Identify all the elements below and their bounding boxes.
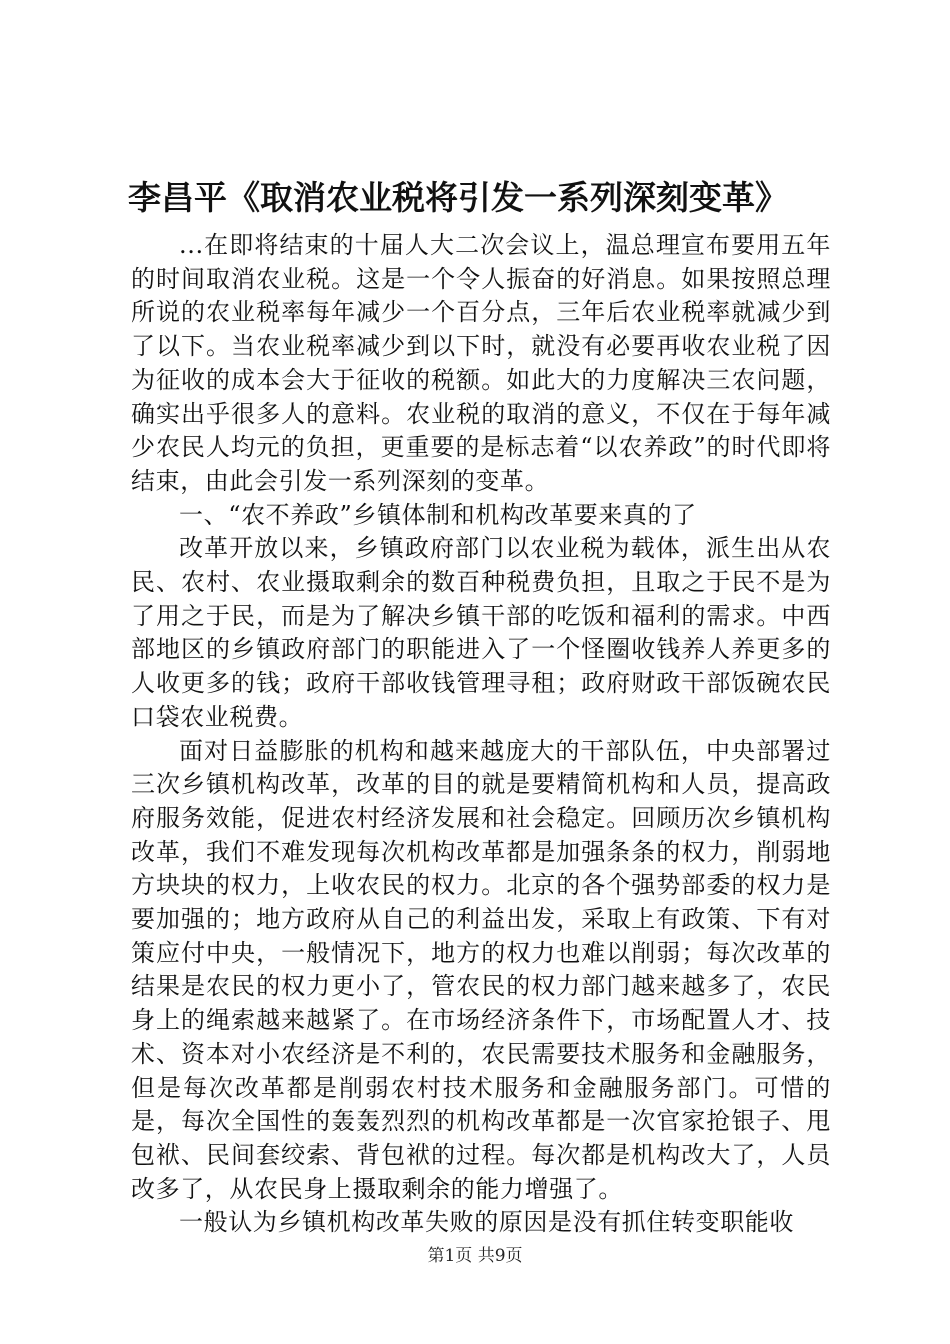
paragraph-institutional-reform: 面对日益膨胀的机构和越来越庞大的干部队伍，中央部署过三次乡镇机构改革，改革的目的就是要精简机构和人员，提高政府服务效能，促进农村经济发展和社会稳定。回顾历次乡镇机构改革，我们不难发现每次机构改革都是加强条条的权力，削弱地方块块的权力，上收农民的权力。北京的各个强势部委的权力是要加强的；地方政府从自己的利益出发，采取上有政策、下有对策应付中央，一般情况下，地方的权力也难以削弱；每次改革的结果是农民的权力更小了，管农民的权力部门越来越多了，农民身上的绳索越来越紧了。在市场经济条件下，市场配置人才、技术、资本对小农经济是不利的，农民需要技术服务和金融服务，但是每次改革都是削弱农村技术服务和金融服务部门。可惜的是，每次全国性的轰轰烈烈的机构改革都是一次官家抢银子、甩包袱、民间套绞索、背包袱的过程。每次都是机构改大了，人员改多了，从农民身上摄取剩余的能力增强了。 <box>131 736 831 1203</box>
document-body <box>131 229 831 1240</box>
paragraph-intro: ...在即将结束的十届人大二次会议上，温总理宣布要用五年的时间取消农业税。这是一个令人振奋的好消息。如果按照总理所说的农业税率每年减少一个百分点，三年后农业税率就减少到了以下。当农业税率减少到以下时，就没有必要再收农业税了因为征收的成本会大于征收的税额。如此大的力度解决三农问题，确实出乎很多人的意料。农业税的取消的意义，不仅在于每年减少农民人均元的负担，更重要的是标志着“以农养政”的时代即将结束，由此会引发一系列深刻的变革。 <box>131 231 831 495</box>
document-title: 李昌平《取消农业税将引发一系列深刻变革》 <box>128 178 788 217</box>
section-heading: 一、“农不养政”乡镇体制和机构改革要来真的了 <box>179 500 697 529</box>
paragraph-reform-history: 改革开放以来，乡镇政府部门以农业税为载体，派生出从农民、农村、农业摄取剩余的数百种税费负担，且取之于民不是为了用之于民，而是为了解决乡镇干部的吃饭和福利的需求。中西部地区的乡镇政府部门的职能进入了一个怪圈收钱养人养更多的人收更多的钱；政府干部收钱管理寻租；政府财政干部饭碗农民口袋农业税费。 <box>131 534 831 731</box>
page-number-footer: 第1页 共9页 <box>427 1246 523 1266</box>
paragraph-failure-reason: 一般认为乡镇机构改革失败的原因是没有抓住转变职能收 <box>179 1208 794 1237</box>
